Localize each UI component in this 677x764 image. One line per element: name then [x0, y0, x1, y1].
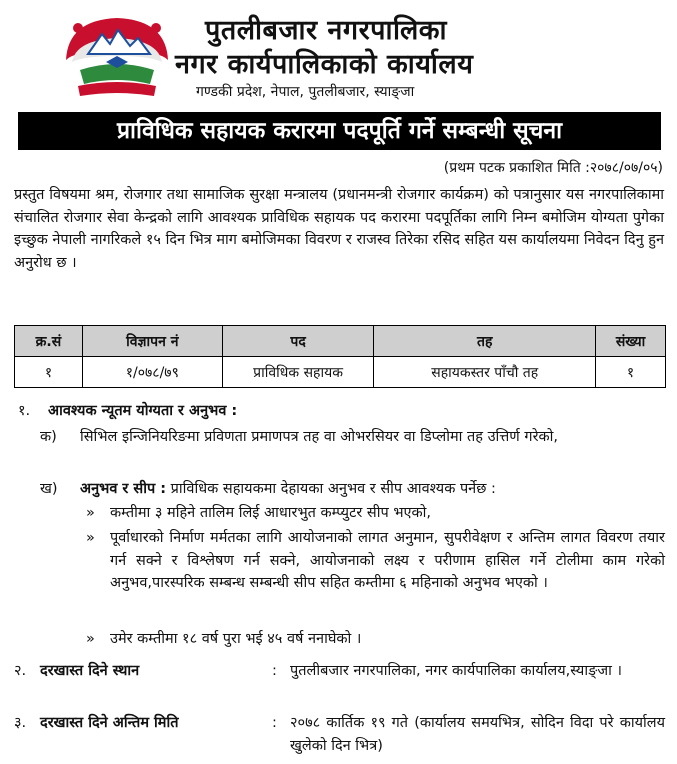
cell-post: प्राविधिक सहायक: [222, 357, 374, 388]
notice-title: प्राविधिक सहायक करारमा पदपूर्ति गर्ने सम्बन्धी सूचना: [18, 112, 661, 150]
office-name: नगर कार्यपालिकाको कार्यालय: [175, 49, 474, 80]
column-header-post: पद: [222, 326, 374, 357]
section-3-number: ३.: [14, 715, 27, 731]
table-row: [15, 357, 666, 388]
cell-ad-number: १/०७८/७९: [82, 357, 222, 388]
office-address: गण्डकी प्रदेश, नेपाल, पुतलीबजार, स्याङ्जा: [196, 84, 415, 100]
vacancy-table: [14, 325, 666, 388]
cell-level: सहायकस्तर पाँचौ तह: [374, 357, 596, 388]
column-header-serial: क्र.सं: [15, 326, 83, 357]
column-header-count: संख्या: [596, 326, 666, 357]
item-b-marker: ख): [40, 481, 58, 497]
cell-count: १: [596, 357, 666, 388]
intro-paragraph: प्रस्तुत विषयमा श्रम, रोजगार तथा सामाजिक सुरक्षा मन्त्रालय (प्रधानमन्त्री रोजगार कार्यक्रम) को पत्रानुसार यस नगरपालिकामा संचालित रोजगार सेवा केन्द्रको लागि आवश्यक प्राविधिक सहायक पद करारमा पदपूर्तिका लागि निम्न बमोजिम योग्यता पुगेका इच्छुक नेपाली नागरिकले १५ दिन भित्र माग बमोजिमका विवरण र राजस्व तिरेका रसिद सहित यस कार्यालयमा निवेदन दिनु हुन अनुरोध छ ।: [14, 187, 664, 271]
section-3-colon: :: [272, 715, 277, 731]
cell-serial: १: [15, 357, 83, 388]
column-header-level: तह: [374, 326, 596, 357]
item-b-line: [80, 478, 665, 501]
nepal-emblem-icon: [58, 10, 176, 104]
table-header-row: [15, 326, 666, 357]
application-deadline: २०७८ कार्तिक १९ गते (कार्यालय समयभित्र, सोदिन विदा परे कार्यालय खुलेको दिन भित्र): [290, 715, 665, 754]
bullet-icon: »: [86, 505, 95, 521]
item-b-heading: अनुभव र सीप :: [80, 481, 167, 497]
section-2-colon: :: [272, 663, 277, 679]
list-item: उमेर कम्तीमा १८ वर्ष पुरा भई ४५ वर्ष ननाघेको ।: [110, 631, 362, 647]
organization-name: पुतलीबजार नगरपालिका: [205, 15, 447, 46]
section-1-number: १.: [18, 403, 31, 419]
column-header-ad-number: विज्ञापन नं: [82, 326, 222, 357]
section-2-label: दरखास्त दिने स्थान: [40, 663, 140, 679]
item-b-text: प्राविधिक सहायकमा देहायका अनुभव र सीप आवश्यक पर्नेछ :: [166, 481, 496, 497]
item-a-marker: क): [40, 429, 57, 445]
list-item: पूर्वाधारको निर्माण मर्मतका लागि आयोजनाको लागत अनुमान, सुपरीवेक्षण र अन्तिम लागत विवरण तयार गर्न सक्ने र विश्लेषण गर्न सक्ने, आयोजनाको लक्ष्य र परीणाम हासिल गर्ने टोलीमा काम गरेको अनुभव,पारस्परिक सम्बन्ध सम्बन्धी सीप सहित कम्तीमा ६ महिनाको अनुभव भएको ।: [110, 530, 665, 591]
bullet-icon: »: [86, 530, 95, 546]
section-2-number: २.: [14, 663, 27, 679]
section-1-heading: आवश्यक न्यूतम योग्यता र अनुभव :: [48, 403, 238, 419]
item-a-text: सिभिल इन्जिनियरिङमा प्रविणता प्रमाणपत्र तह वा ओभरसियर वा डिप्लोमा तह उत्तिर्ण गरेको,: [80, 429, 558, 445]
publish-date: (प्रथम पटक प्रकाशित मिति :२०७८/०७/०५): [443, 160, 663, 176]
letterhead: [0, 0, 677, 108]
section-3-label: दरखास्त दिने अन्तिम मिति: [40, 715, 179, 731]
list-item: कम्तीमा ३ महिने तालिम लिई आधारभुत कम्प्युटर सीप भएको,: [110, 505, 432, 521]
application-place: पुतलीबजार नगरपालिका, नगर कार्यपालिका कार्यालय,स्याङ्जा ।: [290, 663, 622, 679]
bullet-icon: »: [86, 631, 95, 647]
